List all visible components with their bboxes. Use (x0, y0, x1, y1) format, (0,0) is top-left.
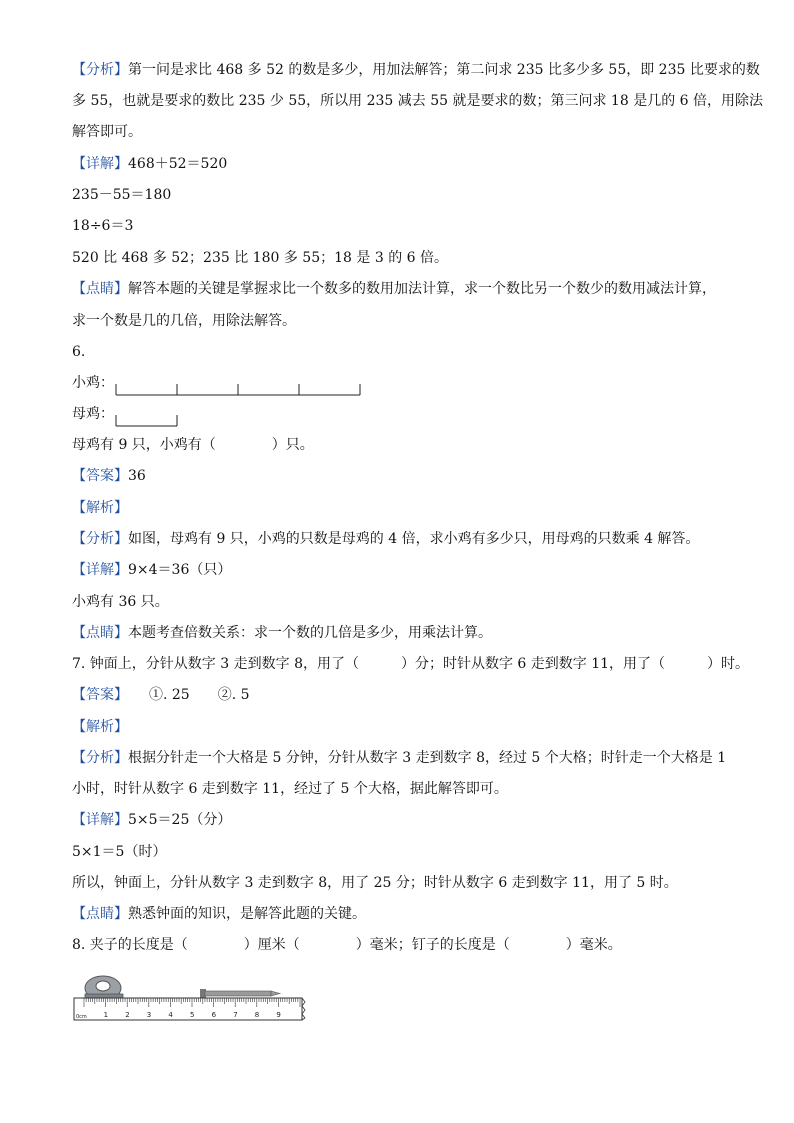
text-line (72, 185, 171, 205)
line-text: 根据分针走一个大格是 5 分钟，分针从数字 3 走到数字 8，经过 5 个大格；时针走一个大格是 1 (128, 750, 727, 766)
text-line (72, 279, 716, 299)
section-tag: 【详解】 (72, 812, 128, 828)
ruler-number: 9 (276, 1011, 281, 1019)
section-tag: 【点睛】 (72, 625, 128, 641)
ruler-number: 7 (233, 1011, 238, 1019)
text-line (72, 91, 763, 111)
text-line (72, 560, 231, 580)
text-line (72, 592, 169, 612)
line-text: 520 比 468 多 52；235 比 180 多 55；18 是 3 的 6 倍。 (72, 250, 448, 266)
section-tag: 【分析】 (72, 531, 128, 547)
section-tag: 【分析】 (72, 750, 128, 766)
chick-segment-diagram (116, 382, 366, 398)
ruler-unit-label: 0cm (76, 1014, 87, 1020)
line-text: 本题考查倍数关系：求一个数的几倍是多少，用乘法计算。 (128, 625, 492, 641)
text-line (72, 810, 231, 830)
text-line (72, 529, 699, 549)
line-text: 7. 钟面上，分针从数字 3 走到数字 8，用了（ ）分；时针从数字 6 走到数字 11，用了（ ）时。 (72, 656, 750, 672)
line-text: 18÷6＝3 (72, 218, 134, 234)
section-tag: 【点睛】 (72, 906, 128, 922)
text-line (72, 623, 492, 643)
line-text: 所以，钟面上，分针从数字 3 走到数字 8，用了 25 分；时针从数字 6 走到数字 11，用了 5 时。 (72, 875, 678, 891)
text-line (72, 154, 227, 174)
line-text: 解答本题的关键是掌握求比一个数多的数用加法计算，求一个数比另一个数少的数用减法计算， (128, 281, 716, 297)
ruler-number: 2 (125, 1011, 130, 1019)
ruler-number: 5 (190, 1011, 195, 1019)
line-text: 求一个数是几的几倍，用除法解答。 (72, 313, 296, 329)
line-text: 5×5＝25（分） (128, 812, 232, 828)
clip-image (85, 976, 123, 1000)
ruler-number: 1 (103, 1011, 109, 1019)
text-line (72, 216, 133, 236)
line-text: 468＋52＝520 (128, 156, 228, 172)
section-tag: 【解析】 (72, 719, 128, 735)
line-text: ①. 25 ②. 5 (121, 687, 250, 703)
ruler-figure (74, 972, 306, 1024)
text-line (72, 498, 128, 518)
line-text: 第一问是求比 468 多 52 的数是多少，用加法解答；第二问求 235 比多少多 55，即 235 比要求的数 (128, 62, 760, 78)
text-line (72, 873, 678, 893)
line-text: 8. 夹子的长度是（ ）厘米（ ）毫米；钉子的长度是（ ）毫米。 (72, 937, 622, 953)
line-text: 235－55＝180 (72, 187, 172, 203)
section-tag: 【答案】 (72, 468, 128, 484)
line-text: 9×4＝36（只） (128, 562, 232, 578)
text-line (72, 466, 146, 486)
hen-segment-diagram (116, 413, 186, 429)
text-line (72, 685, 250, 705)
line-text: 小时，时针从数字 6 走到数字 11，经过了 5 个大格，据此解答即可。 (72, 781, 508, 797)
section-tag: 【答案】 (72, 687, 121, 703)
line-text: 多 55，也就是要求的数比 235 少 55，所以用 235 减去 55 就是要求的数；第三问求 18 是几的 6 倍，用除法 (72, 93, 764, 109)
section-tag: 【详解】 (72, 156, 128, 172)
line-text: 5×1＝5（时） (72, 844, 167, 860)
text-line (72, 935, 622, 955)
ruler-number: 6 (211, 1011, 217, 1019)
text-line (72, 342, 85, 362)
line-text: 小鸡： (72, 375, 114, 391)
text-line (72, 779, 508, 799)
line-text: 解答即可。 (72, 124, 142, 140)
text-line (72, 904, 366, 924)
line-text: 母鸡有 9 只，小鸡有（ ）只。 (72, 437, 314, 453)
line-text: 小鸡有 36 只。 (72, 594, 169, 610)
text-line (72, 60, 760, 80)
text-line (72, 373, 114, 393)
line-text: 如图，母鸡有 9 只，小鸡的只数是母鸡的 4 倍，求小鸡有多少只，用母鸡的只数乘 4 解答。 (128, 531, 700, 547)
text-line (72, 748, 726, 768)
text-line (72, 311, 296, 331)
text-line (72, 842, 166, 862)
text-line (72, 435, 314, 455)
section-tag: 【分析】 (72, 62, 128, 78)
section-tag: 【点睛】 (72, 281, 128, 297)
text-line (72, 122, 142, 142)
text-line (72, 248, 448, 268)
line-text: 36 (128, 468, 146, 484)
ruler-number: 4 (168, 1011, 173, 1019)
line-text: 熟悉钟面的知识，是解答此题的关键。 (128, 906, 366, 922)
ruler-number: 8 (254, 1011, 260, 1019)
section-tag: 【详解】 (72, 562, 128, 578)
text-line (72, 404, 114, 424)
text-line (72, 717, 128, 737)
text-line (72, 654, 749, 674)
line-text: 母鸡： (72, 406, 114, 422)
section-tag: 【解析】 (72, 500, 128, 516)
ruler-number: 3 (146, 1011, 152, 1019)
line-text: 6. (72, 344, 86, 360)
